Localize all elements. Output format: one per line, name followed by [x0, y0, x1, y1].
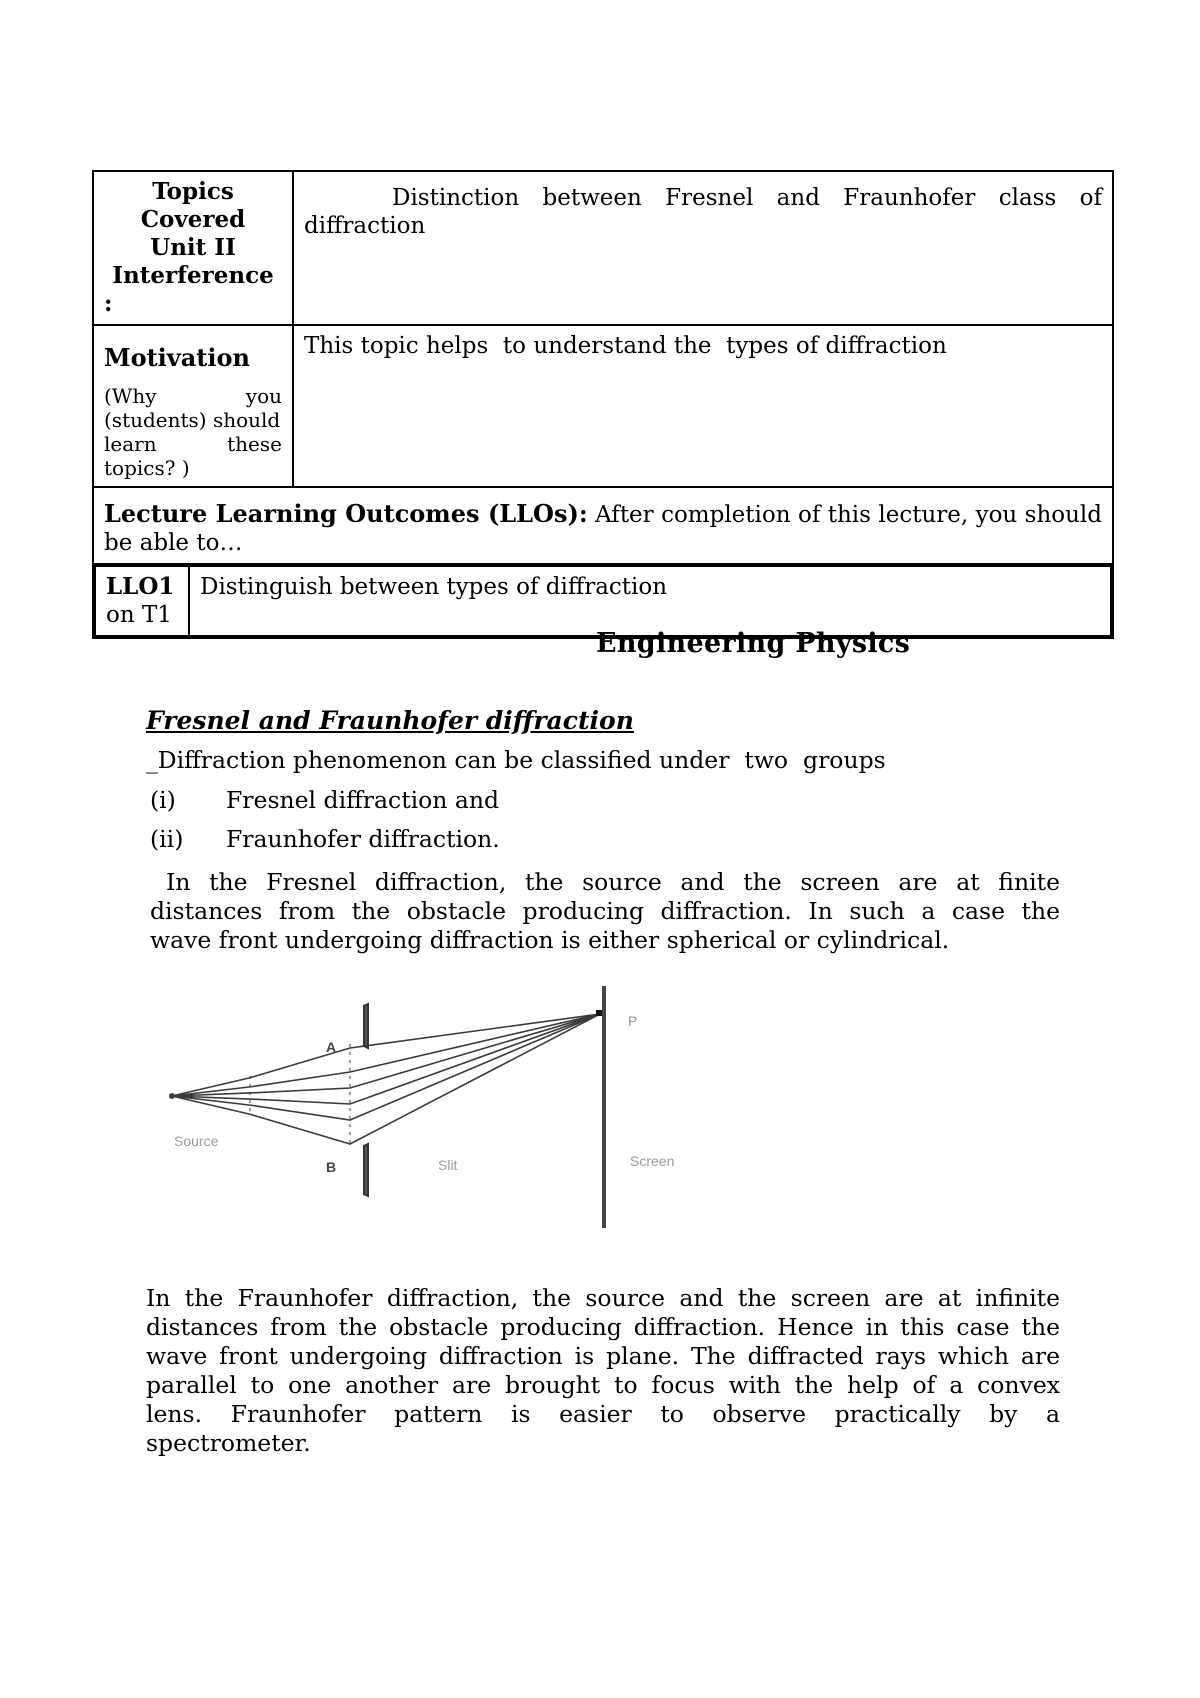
- llo1-row-cell: [93, 564, 1113, 638]
- paragraph-line: spectrometer.: [146, 1429, 311, 1457]
- topic-description-line: Distinction between Fresnel and Fraunhofer class of: [392, 185, 1102, 211]
- slit-obstacle-upper: [364, 1004, 368, 1048]
- diffraction-ray: [172, 1014, 600, 1096]
- llo1-label-line: LLO1: [106, 573, 175, 600]
- paragraph-line: wave front undergoing diffraction is either spherical or cylindrical.: [150, 926, 950, 954]
- list-item: [150, 786, 499, 814]
- motivation-note-line: (students) should: [104, 408, 281, 432]
- motivation-label-cell: [93, 325, 293, 487]
- topics-label-line: Interference: [112, 262, 274, 289]
- fresnel-paragraph: [150, 868, 1060, 955]
- source-point: [169, 1093, 175, 1099]
- topics-label-cell: [93, 171, 293, 325]
- label-slit: Slit: [438, 1157, 458, 1173]
- lecture-header-table: [92, 170, 1114, 639]
- diffraction-ray: [172, 1014, 600, 1120]
- diffraction-ray: [172, 1014, 600, 1096]
- llo-intro-cell: [93, 487, 1113, 564]
- motivation-note-line: topics? ): [104, 456, 190, 480]
- ray-group: [172, 1014, 600, 1148]
- motivation-note: [104, 384, 282, 480]
- diffraction-ray: [172, 1014, 600, 1104]
- list-text: Fraunhofer diffraction.: [226, 825, 500, 853]
- llo-intro-text: After completion of this lecture, you should be able to…: [104, 502, 1103, 556]
- list-item: [150, 825, 500, 853]
- topic-description-line: diffraction: [304, 213, 426, 239]
- intro-line: _Diffraction phenomenon can be classified under two groups: [146, 746, 886, 774]
- llo-intro-title: Lecture Learning Outcomes (LLOs):: [104, 499, 588, 528]
- paragraph-line: distances from the obstacle producing diffraction. Hence in this case the: [146, 1313, 1060, 1341]
- topics-label-line: :: [104, 290, 113, 317]
- label-a: A: [326, 1039, 337, 1055]
- label-b: B: [326, 1159, 337, 1175]
- topic-description-cell: [293, 171, 1113, 325]
- topics-label-line: Covered: [140, 206, 246, 233]
- motivation-title: Motivation: [104, 343, 250, 372]
- paragraph-line: distances from the obstacle producing diffraction. In such a case the: [150, 897, 1060, 925]
- paragraph-line: lens. Fraunhofer pattern is easier to observe practically by a: [146, 1400, 1060, 1428]
- paragraph-line: parallel to one another are brought to focus with the help of a convex: [146, 1371, 1060, 1399]
- slit-obstacle-lower: [364, 1144, 368, 1196]
- topics-label-line: Topics: [152, 178, 234, 205]
- label-screen: Screen: [630, 1153, 675, 1169]
- label-p: P: [628, 1013, 638, 1029]
- fresnel-diffraction-diagram: [150, 976, 720, 1236]
- fresnel-fraunhofer-heading: Fresnel and Fraunhofer diffraction: [146, 706, 634, 735]
- llo1-text: Distinguish between types of diffraction: [189, 566, 1111, 636]
- label-source: Source: [174, 1133, 219, 1149]
- llo1-label-line: on T1: [106, 602, 172, 628]
- diffraction-ray: [172, 1014, 600, 1096]
- motivation-text: This topic helps to understand the types of diffraction: [304, 333, 947, 359]
- fraunhofer-paragraph: [146, 1284, 1060, 1458]
- list-marker: (i): [150, 786, 176, 814]
- paragraph-line: In the Fresnel diffraction, the source and the screen are at finite: [166, 868, 1060, 896]
- motivation-note-line: learn these: [104, 432, 282, 456]
- list-text: Fresnel diffraction and: [226, 786, 500, 814]
- topics-label-line: Unit II: [150, 234, 236, 261]
- paragraph-line: In the Fraunhofer diffraction, the source and the screen are at infinite: [146, 1284, 1060, 1312]
- motivation-text-cell: [293, 325, 1113, 487]
- paragraph-line: wave front undergoing diffraction is plane. The diffracted rays which are: [146, 1342, 1060, 1370]
- llo1-row: [94, 565, 1112, 637]
- motivation-note-line: (Why you: [104, 384, 282, 408]
- llo1-label: [95, 566, 189, 636]
- section-heading: Engineering Physics: [596, 628, 911, 659]
- list-marker: (ii): [150, 825, 184, 853]
- point-p-marker: [596, 1010, 602, 1016]
